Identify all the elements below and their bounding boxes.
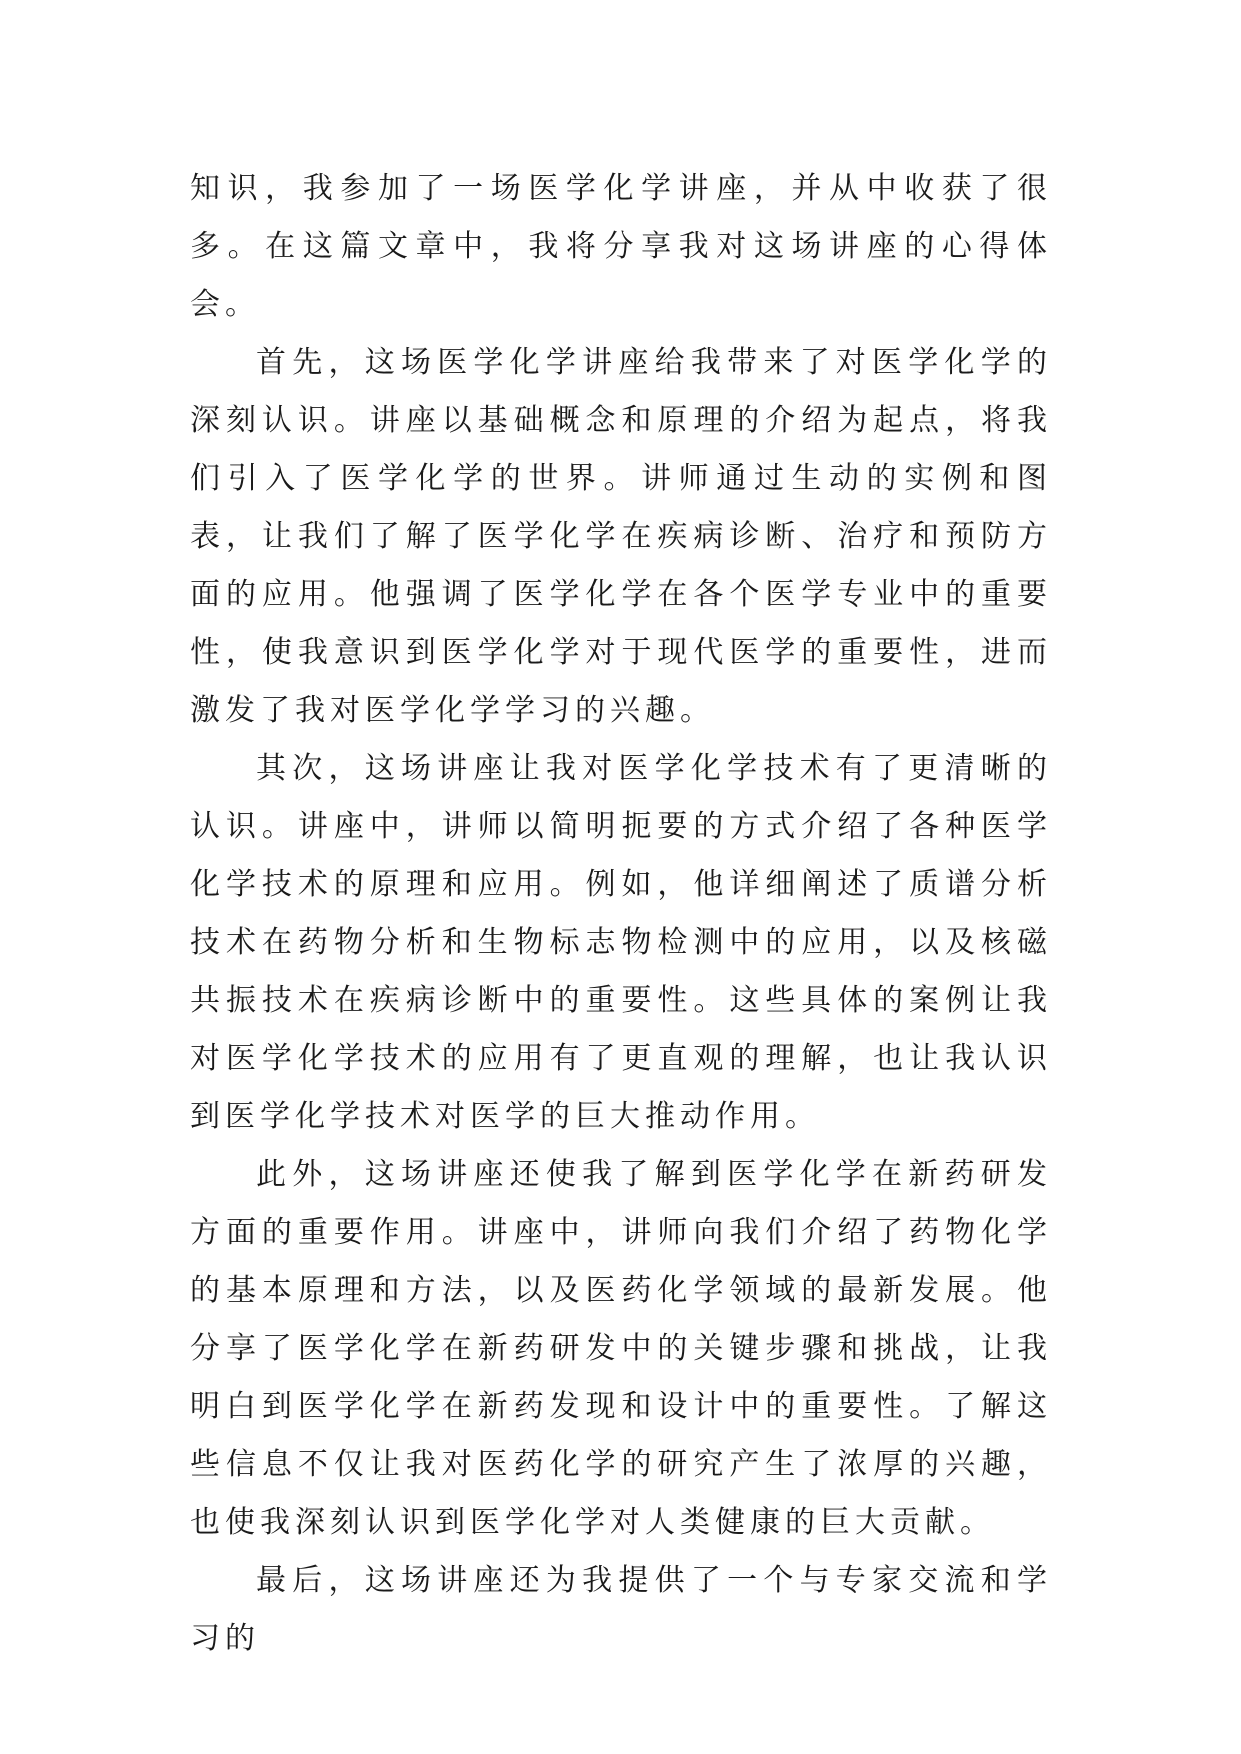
paragraph-third-point: 此外，这场讲座还使我了解到医学化学在新药研发方面的重要作用。讲座中，讲师向我们介绍了药物化学的基本原理和方法，以及医药化学领域的最新发展。他分享了医学化学在新药研发中的关键步骤和挑战，让我明白到医学化学在新药发现和设计中的重要性。了解这些信息不仅让我对医药化学的研究产生了浓厚的兴趣，也使我深刻认识到医学化学对人类健康的巨大贡献。 <box>190 1157 1052 1540</box>
paragraph-final-point: 最后，这场讲座还为我提供了一个与专家交流和学习的 <box>190 1563 1052 1656</box>
paragraph-intro-continuation: 知识，我参加了一场医学化学讲座，并从中收获了很多。在这篇文章中，我将分享我对这场讲座的心得体会。 <box>190 171 1052 322</box>
document-body <box>190 160 1052 1668</box>
paragraph-second-point: 其次，这场讲座让我对医学化学技术有了更清晰的认识。讲座中，讲师以简明扼要的方式介绍了各种医学化学技术的原理和应用。例如，他详细阐述了质谱分析技术在药物分析和生物标志物检测中的应用，以及核磁共振技术在疾病诊断中的重要性。这些具体的案例让我对医学化学技术的应用有了更直观的理解，也让我认识到医学化学技术对医学的巨大推动作用。 <box>190 751 1052 1134</box>
paragraph-first-point: 首先，这场医学化学讲座给我带来了对医学化学的深刻认识。讲座以基础概念和原理的介绍为起点，将我们引入了医学化学的世界。讲师通过生动的实例和图表，让我们了解了医学化学在疾病诊断、治疗和预防方面的应用。他强调了医学化学在各个医学专业中的重要性，使我意识到医学化学对于现代医学的重要性，进而激发了我对医学化学学习的兴趣。 <box>190 345 1052 728</box>
